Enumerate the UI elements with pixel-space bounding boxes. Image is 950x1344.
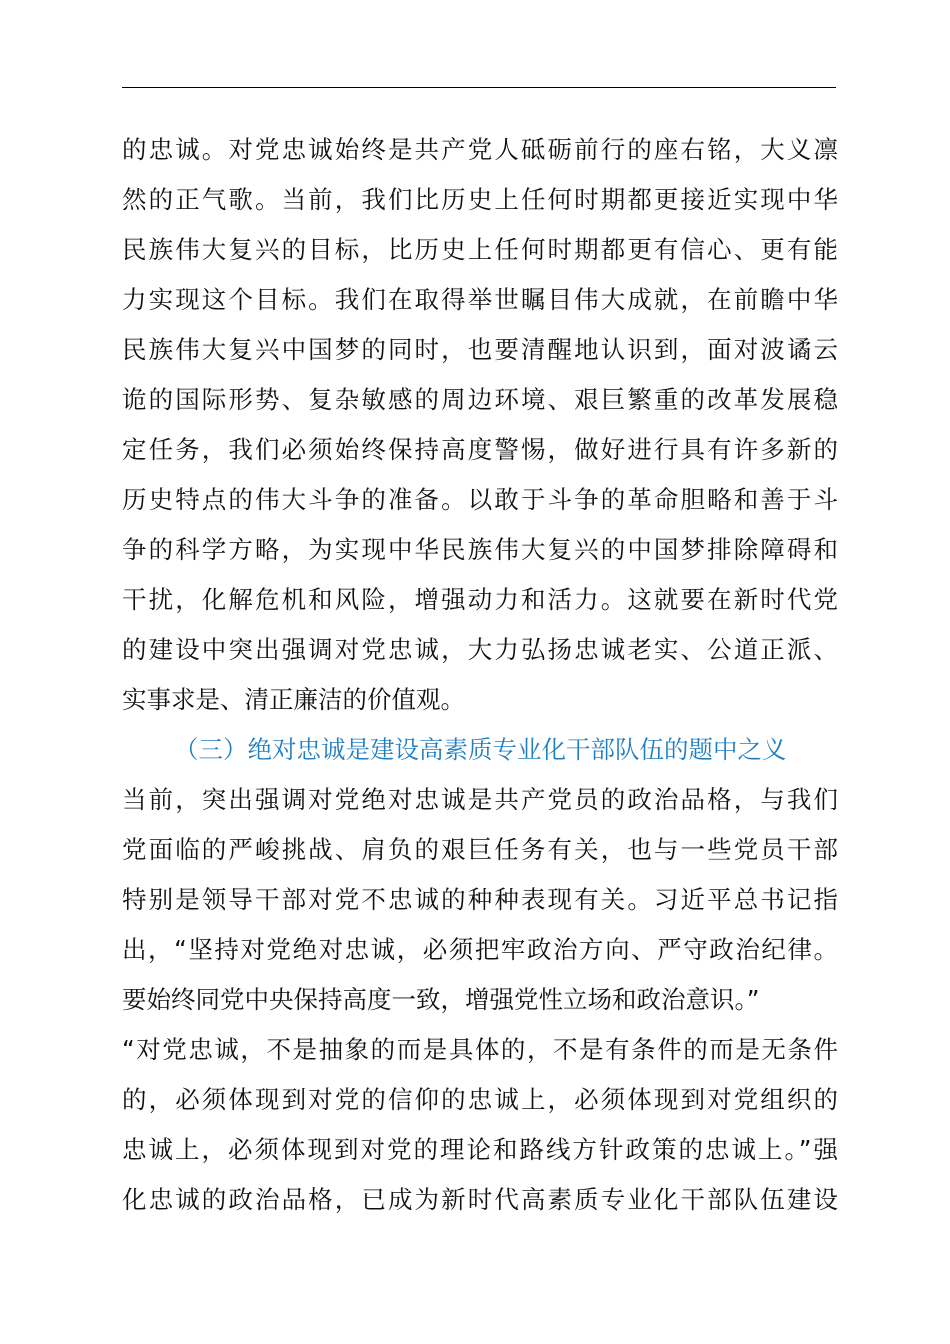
paragraph-1 (122, 125, 838, 725)
text-line: 忠诚上，必须体现到对党的理论和路线方针政策的忠诚上。”强 (122, 1135, 838, 1164)
text-line: 历史特点的伟大斗争的准备。以敢于斗争的革命胆略和善于斗 (122, 485, 838, 514)
text-line: 要始终同党中央保持高度一致，增强党性立场和政治意识。” (122, 985, 760, 1014)
text-line: 干扰，化解危机和风险，增强动力和活力。这就要在新时代党 (122, 585, 838, 614)
text-line: 民族伟大复兴中国梦的同时，也要清醒地认识到，面对波谲云 (122, 335, 838, 364)
text-line: 力实现这个目标。我们在取得举世瞩目伟大成就，在前瞻中华 (122, 285, 838, 314)
document-body (122, 125, 838, 1225)
text-line: 实事求是、清正廉洁的价值观。 (122, 685, 465, 714)
text-line: 当前，突出强调对党绝对忠诚是共产党员的政治品格，与我们 (122, 785, 838, 814)
text-line: 定任务，我们必须始终保持高度警惕，做好进行具有许多新的 (122, 435, 838, 464)
text-line: 党面临的严峻挑战、肩负的艰巨任务有关，也与一些党员干部 (122, 835, 838, 864)
section-heading: （三）绝对忠诚是建设高素质专业化干部队伍的题中之义 (174, 735, 787, 764)
text-line: 的，必须体现到对党的信仰的忠诚上，必须体现到对党组织的 (122, 1085, 838, 1114)
text-line: 特别是领导干部对党不忠诚的种种表现有关。习近平总书记指 (122, 885, 838, 914)
text-line: 的建设中突出强调对党忠诚，大力弘扬忠诚老实、公道正派、 (122, 635, 838, 664)
paragraph-2 (122, 775, 838, 1225)
text-line: 争的科学方略，为实现中华民族伟大复兴的中国梦排除障碍和 (122, 535, 838, 564)
text-line: 然的正气歌。当前，我们比历史上任何时期都更接近实现中华 (122, 185, 838, 214)
text-line: 的忠诚。对党忠诚始终是共产党人砥砺前行的座右铭，大义凛 (122, 135, 838, 164)
header-rule (122, 87, 836, 88)
text-line: 化忠诚的政治品格，已成为新时代高素质专业化干部队伍建设 (122, 1185, 838, 1214)
text-line: 诡的国际形势、复杂敏感的周边环境、艰巨繁重的改革发展稳 (122, 385, 838, 414)
text-line: 民族伟大复兴的目标，比历史上任何时期都更有信心、更有能 (122, 235, 838, 264)
text-line: “对党忠诚，不是抽象的而是具体的，不是有条件的而是无条件 (122, 1035, 838, 1064)
text-line: 出，“坚持对党绝对忠诚，必须把牢政治方向、严守政治纪律。 (122, 935, 838, 964)
